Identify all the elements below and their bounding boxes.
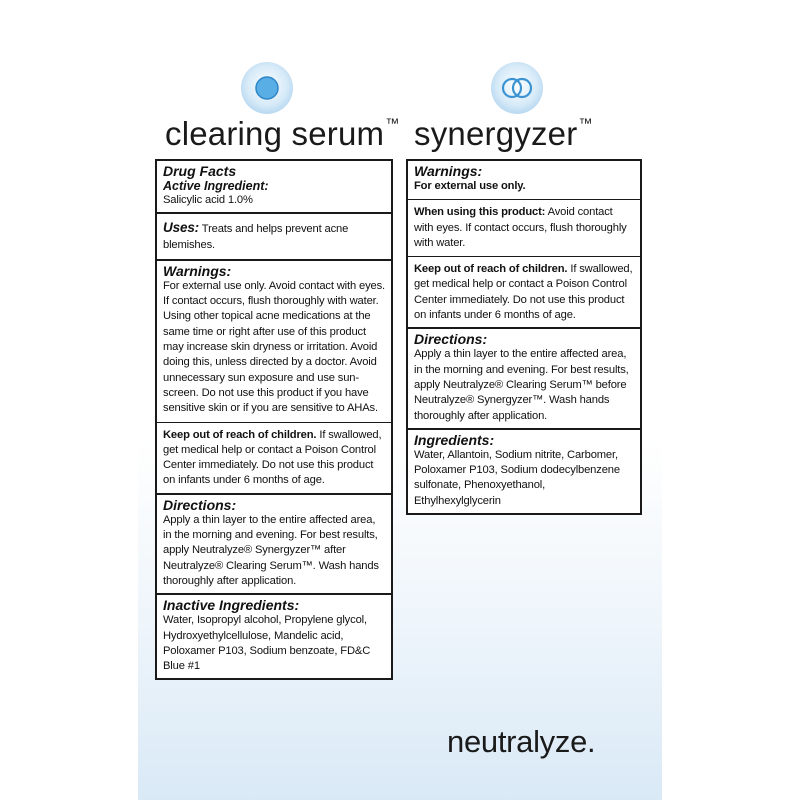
synergyzer-facts: [406, 159, 642, 515]
uses-heading: Uses:: [163, 220, 200, 236]
syn-keep-out-block: [408, 256, 640, 323]
clearing-serum-title-text: clearing serum: [165, 115, 385, 152]
clearing-serum-tm: ™: [385, 115, 400, 131]
warnings-heading: Warnings:: [163, 262, 232, 279]
syn-keep-out-text: If swallowed, get medical help or contact a Poison Control Center immediately. Do not use this product on infants under 6 months of age.: [414, 263, 633, 322]
syn-ingredients-text: Water, Allantoin, Sodium nitrite, Carbomer, Poloxamer P103, Sodium dodecylbenzene sulfonate, Phenoxyethanol, Ethylhexylglycerin: [414, 448, 620, 507]
keep-out-text: If swallowed, get medical help or contact a Poison Control Center immediately. Do not use this product on infants under 6 months of age.: [163, 428, 382, 487]
clearing-serum-drug-facts: [155, 159, 393, 680]
clearing-serum-title: [165, 115, 399, 153]
syn-warnings-section: [408, 161, 640, 329]
synergyzer-title: [414, 115, 593, 153]
syn-external-use: For external use only.: [414, 180, 526, 192]
syn-when-using-bold: When using this product:: [414, 206, 546, 219]
inactive-ingredients-heading: Inactive Ingredients:: [163, 597, 300, 614]
syn-ingredients-heading: Ingredients:: [414, 431, 495, 448]
keep-out-bold: Keep out of reach of children.: [163, 428, 317, 441]
synergyzer-rings-icon: [489, 60, 545, 116]
warnings-section: [157, 261, 391, 495]
drug-facts-heading: Drug Facts: [163, 163, 237, 179]
synergyzer-title-text: synergyzer: [414, 115, 578, 152]
active-ingredient-heading: Active Ingredient:: [163, 179, 269, 193]
syn-ingredients-section: [408, 430, 640, 513]
active-ingredient-value: Salicylic acid 1.0%: [163, 194, 253, 206]
syn-when-using-block: [408, 199, 640, 251]
keep-out-block: [157, 422, 391, 489]
directions-heading: Directions:: [163, 496, 237, 513]
syn-warnings-heading: Warnings:: [414, 163, 483, 179]
syn-directions-text: Apply a thin layer to the entire affected area, in the morning and evening. For best results, apply Neutralyze® Clearing Serum™ before Neutralyze® Synergyzer™. Wash hands thoroughly after application.: [414, 348, 629, 422]
clearing-serum-circle-icon: [239, 60, 295, 116]
drug-facts-section: [157, 161, 391, 214]
directions-text: Apply a thin layer to the entire affected area, in the morning and evening. For best results, apply Neutralyze® Synergyzer™ after Neutralyze® Clearing Serum™. Wash hands thoroughly after application.: [163, 513, 379, 587]
inactive-ingredients-text: Water, Isopropyl alcohol, Propylene glycol, Hydroxyethylcellulose, Mandelic acid, Poloxamer P103, Sodium benzoate, FD&C Blue #1: [163, 614, 371, 673]
neutralyze-logo: neutralyze.: [447, 724, 596, 759]
syn-directions-section: [408, 329, 640, 429]
directions-section: [157, 495, 391, 595]
syn-directions-heading: Directions:: [414, 331, 488, 348]
uses-section: [157, 214, 391, 261]
uses-text: Treats and helps prevent acne blemishes.: [163, 223, 349, 251]
synergyzer-tm: ™: [578, 115, 593, 131]
warnings-text: For external use only. Avoid contact with eyes. If contact occurs, flush thoroughly with water. Using other topical acne medications at the same time or right after use of this product may increase skin dryness or irritation. Avoid doing this, unless directed by a doctor. Avoid unnecessary sun exposure and use sun-screen. Do not use this product if you have sensitive skin or if you are sensitive to AHAs.: [163, 279, 385, 415]
inactive-ingredients-section: [157, 595, 391, 678]
syn-when-using-text: Avoid contact with eyes. If contact occurs, flush thoroughly with water.: [414, 206, 627, 249]
syn-keep-out-bold: Keep out of reach of children.: [414, 263, 568, 276]
